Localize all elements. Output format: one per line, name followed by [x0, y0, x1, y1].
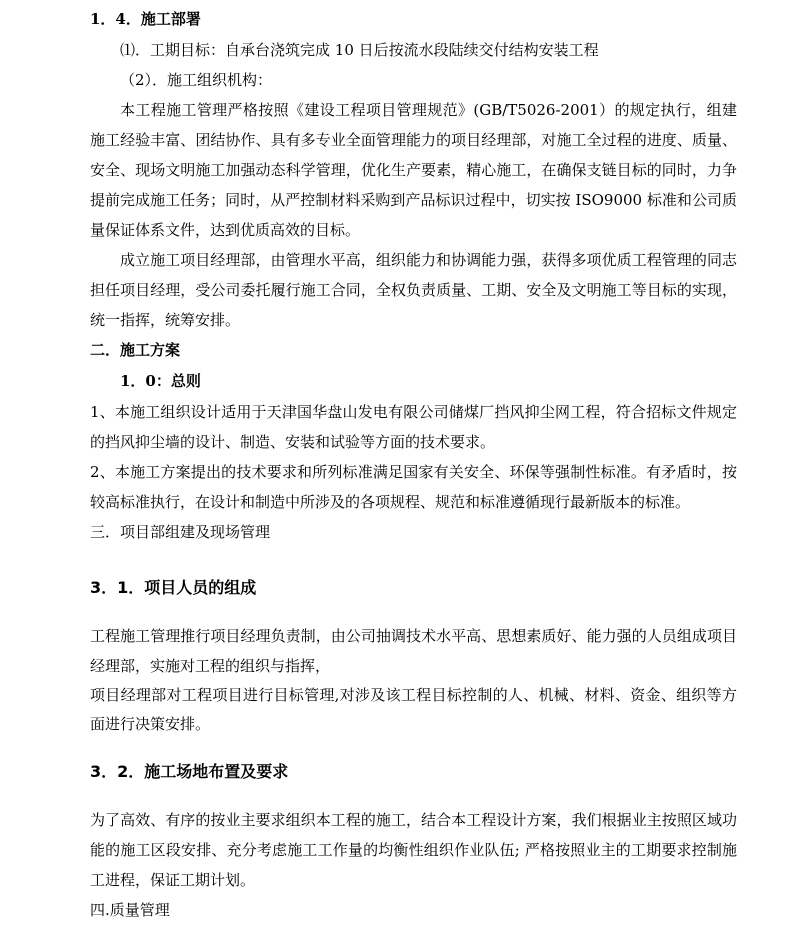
paragraph-site-layout-requirements: 为了高效、有序的按业主要求组织本工程的施工，结合本工程设计方案，我们根据业主按照区域功能的施工区段安排、充分考虑施工工作量的均衡性组织作业队伍; 严格按照业主的工期要求控制施工进程，保证工期计划。 [90, 811, 737, 889]
paragraph-target-management: 项目经理部对工程项目进行目标管理,对涉及该工程目标控制的人、机械、材料、资金、组织等方面进行决策安排。 [90, 686, 737, 733]
heading-section-two: 二．施工方案 [90, 341, 181, 359]
heading-3-1-personnel: 3．1．项目人员的组成 [90, 578, 257, 597]
paragraph-project-department: 成立施工项目经理部，由管理水平高，组织能力和协调能力强，获得多项优质工程管理的同志担任项目经理，受公司委托履行施工合同，全权负责质量、工期、安全及文明施工等目标的实现，统一指挥，统筹安排。 [90, 251, 737, 329]
heading-general-rules: 1．0：总则 [120, 372, 201, 390]
paragraph-org-structure-label: （2）．施工组织机构： [120, 71, 273, 89]
spacer [90, 739, 737, 757]
heading-section-three: 三．项目部组建及现场管理 [90, 523, 271, 541]
paragraph-management-standard: 本工程施工管理严格按照《建设工程项目管理规范》(GB/T5026-2001）的规定执行，组建施工经验丰富、团结协作、具有多专业全面管理能力的项目经理部，对施工全过程的进度、质量、安全、现场文明施工加强动态科学管理，优化生产要素，精心施工，在确保支链目标的同时，力争提前完成施工任务；同时，从严控制材料采购到产品标识过程中，切实按 ISO9000 标准和公司质量保证体系文件，达到优质高效的目标。 [90, 101, 737, 239]
paragraph-schedule-goal: ⑴．工期目标：自承台浇筑完成 10 日后按流水段陆续交付结构安装工程 [120, 41, 599, 59]
paragraph-scope-item-2: 2、本施工方案提出的技术要求和所列标准满足国家有关安全、环保等强制性标准。有矛盾时，按较高标准执行，在设计和制造中所涉及的各项规程、规范和标准遵循现行最新版本的标准。 [90, 463, 737, 511]
paragraph-scope-item-1: 1、本施工组织设计适用于天津国华盘山发电有限公司储煤厂挡风抑尘网工程，符合招标文件规定的挡风抑尘墙的设计、制造、安装和试验等方面的技术要求。 [90, 403, 737, 451]
spacer [90, 787, 737, 805]
spacer [90, 603, 737, 621]
paragraph-quality-management: 四.质量管理 [90, 901, 170, 919]
spacer [90, 547, 737, 573]
paragraph-personnel-organization: 工程施工管理推行项目经理负责制，由公司抽调技术水平高、思想素质好、能力强的人员组成项目经理部，实施对工程的组织与指挥， [90, 627, 737, 675]
heading-1-4: 1．4．施工部署 [90, 10, 201, 28]
heading-3-2-site-layout: 3．2．施工场地布置及要求 [90, 762, 289, 781]
